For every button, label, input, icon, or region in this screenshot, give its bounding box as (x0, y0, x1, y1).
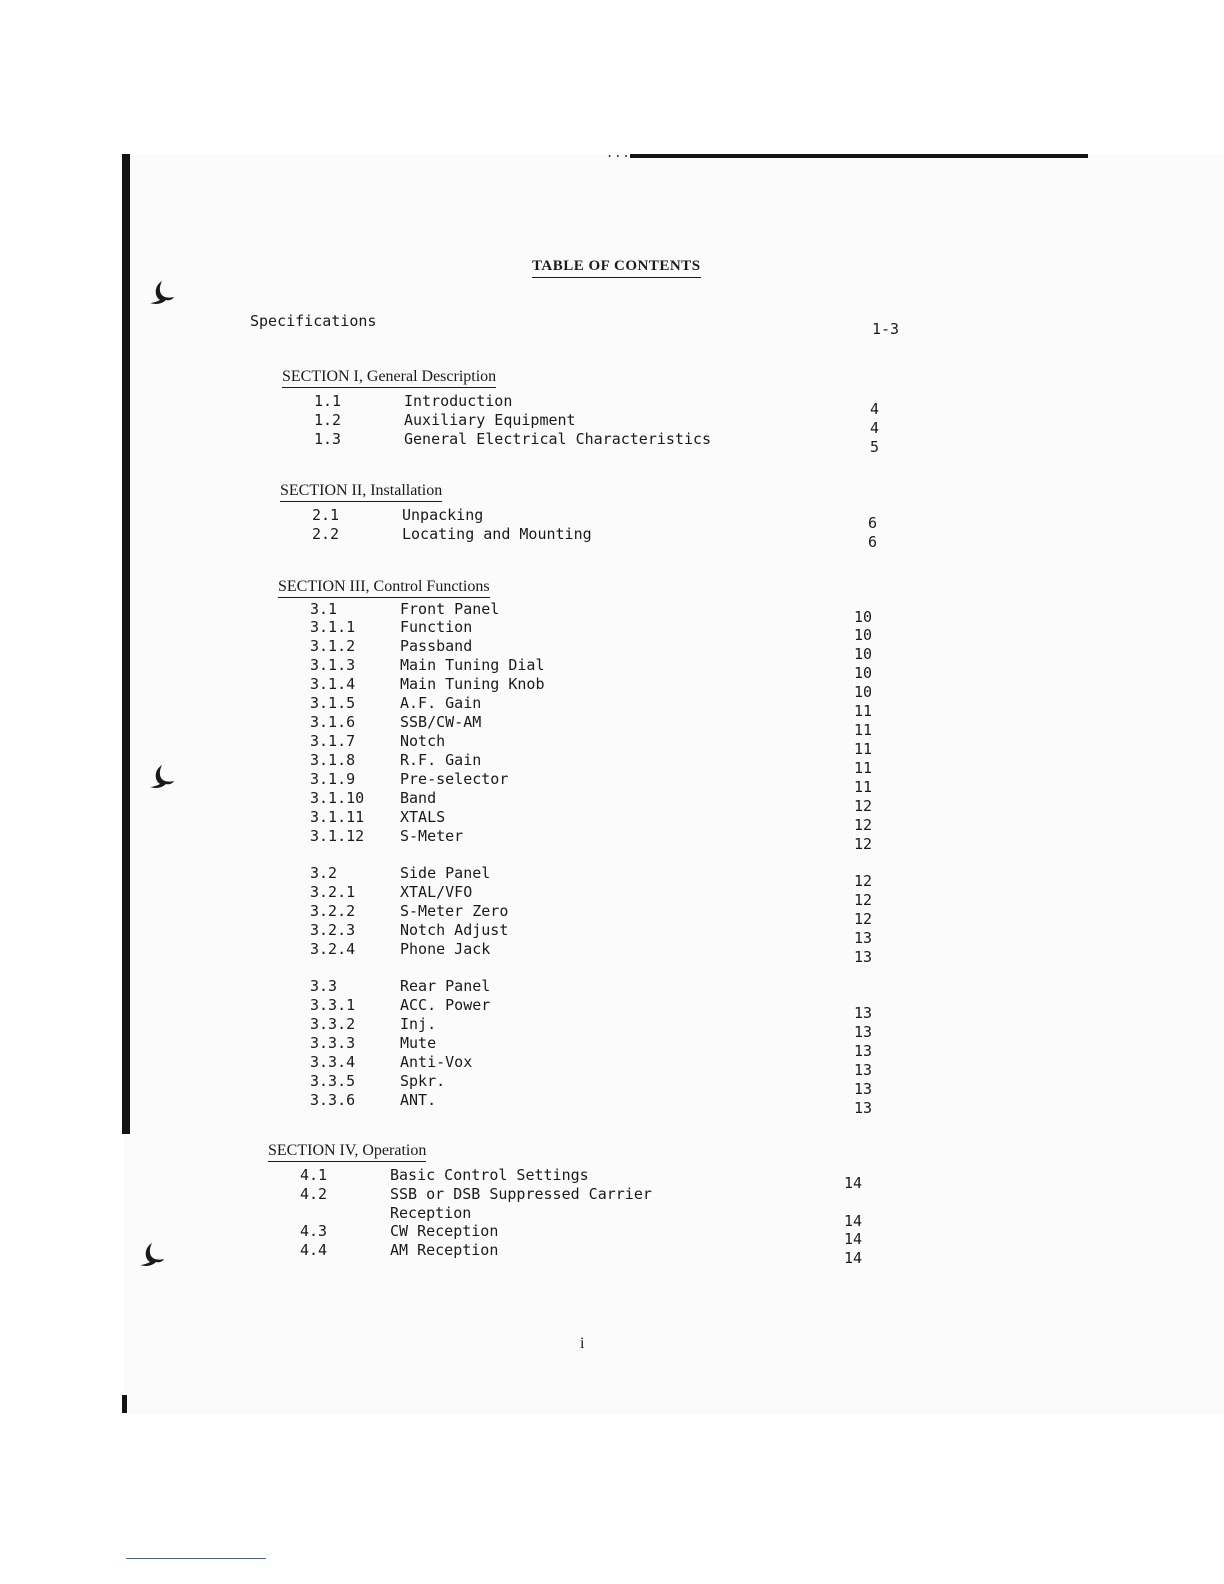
entry-number: 3.1.10 (310, 789, 365, 807)
entry-title: Phone Jack (400, 940, 491, 958)
entry-title: Spkr. (400, 1072, 446, 1090)
entry-number: 4.2 (300, 1185, 328, 1203)
margin-bird-icon (136, 1240, 166, 1270)
entry-title: XTAL/VFO (400, 883, 473, 901)
entry-number: 3.3.6 (310, 1091, 356, 1109)
margin-bird-icon (146, 278, 176, 308)
entry-page: 11 (854, 778, 873, 796)
entry-title: A.F. Gain (400, 694, 482, 712)
entry-number: 3.3.4 (310, 1053, 356, 1071)
entry-title: Introduction (404, 392, 513, 410)
entry-page: 13 (854, 1042, 873, 1060)
binding-edge-bar (122, 154, 130, 1134)
entry-number: 3.2.2 (310, 902, 356, 920)
entry-number: 2.1 (312, 506, 340, 524)
entry-page: 10 (854, 626, 873, 644)
entry-title: Notch Adjust (400, 921, 509, 939)
entry-page: 12 (854, 910, 873, 928)
entry-title: Passband (400, 637, 473, 655)
entry-number: 3.2 (310, 864, 338, 882)
entry-page: 12 (854, 891, 873, 909)
entry-title: Main Tuning Dial (400, 656, 545, 674)
entry-page: 5 (870, 438, 880, 456)
entry-number: 3.1 (310, 600, 338, 618)
specifications-page: 1-3 (872, 320, 900, 338)
binding-edge-mark (122, 1395, 127, 1413)
section-heading: SECTION IV, Operation (268, 1142, 426, 1162)
entry-number: 2.2 (312, 525, 340, 543)
entry-number: 3.2.4 (310, 940, 356, 958)
entry-title: General Electrical Characteristics (404, 430, 712, 448)
entry-page: 13 (854, 1080, 873, 1098)
entry-number: 3.3 (310, 977, 338, 995)
entry-page: 13 (854, 1023, 873, 1041)
entry-page: 13 (854, 929, 873, 947)
entry-title: AM Reception (390, 1241, 499, 1259)
entry-page: 13 (854, 1004, 873, 1022)
entry-number: 3.2.1 (310, 883, 356, 901)
entry-title: XTALS (400, 808, 446, 826)
entry-number: 3.1.7 (310, 732, 356, 750)
entry-page: 13 (854, 948, 873, 966)
entry-page: 12 (854, 797, 873, 815)
entry-page: 10 (854, 664, 873, 682)
page-number: i (580, 1335, 585, 1352)
entry-number: 3.1.4 (310, 675, 356, 693)
entry-title: CW Reception (390, 1222, 499, 1240)
entry-number: 3.2.3 (310, 921, 356, 939)
entry-title: S-Meter Zero (400, 902, 509, 920)
entry-page: 11 (854, 740, 873, 758)
entry-title: Mute (400, 1034, 437, 1052)
entry-number: 4.1 (300, 1166, 328, 1184)
entry-page: 13 (854, 1099, 873, 1117)
entry-number: 3.1.12 (310, 827, 365, 845)
entry-page: 10 (854, 608, 873, 626)
section-heading: SECTION II, Installation (280, 482, 442, 502)
entry-page: 14 (844, 1212, 863, 1230)
entry-number: 1.3 (314, 430, 342, 448)
entry-number: 1.1 (314, 392, 342, 410)
entry-page: 6 (868, 514, 878, 532)
entry-number: 3.1.5 (310, 694, 356, 712)
entry-page: 4 (870, 419, 880, 437)
margin-bird-icon (146, 762, 176, 792)
entry-title: Locating and Mounting (402, 525, 592, 543)
section-heading: SECTION I, General Description (282, 368, 496, 388)
entry-number: 3.3.2 (310, 1015, 356, 1033)
entry-number: 3.1.1 (310, 618, 356, 636)
page-scan-background (124, 155, 1224, 1415)
entry-page: 13 (854, 1061, 873, 1079)
entry-number: 4.4 (300, 1241, 328, 1259)
entry-number: 3.1.9 (310, 770, 356, 788)
entry-title: ANT. (400, 1091, 437, 1109)
entry-title: Band (400, 789, 437, 807)
entry-title: Side Panel (400, 864, 491, 882)
entry-page: 14 (844, 1249, 863, 1267)
entry-number: 3.1.6 (310, 713, 356, 731)
entry-title: Front Panel (400, 600, 500, 618)
entry-title: Rear Panel (400, 977, 491, 995)
entry-number: 3.1.2 (310, 637, 356, 655)
entry-title: R.F. Gain (400, 751, 482, 769)
entry-title: S-Meter (400, 827, 464, 845)
entry-title: ACC. Power (400, 996, 491, 1014)
entry-number: 3.3.5 (310, 1072, 356, 1090)
entry-page: 12 (854, 835, 873, 853)
entry-page: 10 (854, 683, 873, 701)
section-heading: SECTION III, Control Functions (278, 578, 490, 598)
entry-number: 3.3.3 (310, 1034, 356, 1052)
entry-page: 11 (854, 721, 873, 739)
entry-title: Reception (390, 1204, 472, 1222)
entry-number: 1.2 (314, 411, 342, 429)
header-dots: ... (606, 146, 631, 160)
entry-title: Unpacking (402, 506, 484, 524)
page-title: TABLE OF CONTENTS (532, 258, 701, 278)
entry-page: 6 (868, 533, 878, 551)
specifications-label: Specifications (250, 312, 377, 330)
header-rule (630, 154, 1088, 158)
entry-page: 14 (844, 1174, 863, 1192)
entry-title: SSB/CW-AM (400, 713, 482, 731)
entry-page: 11 (854, 759, 873, 777)
entry-number: 3.1.3 (310, 656, 356, 674)
entry-page: 12 (854, 872, 873, 890)
entry-title: Inj. (400, 1015, 437, 1033)
entry-title: SSB or DSB Suppressed Carrier (390, 1185, 652, 1203)
entry-title: Pre-selector (400, 770, 509, 788)
entry-title: Main Tuning Knob (400, 675, 545, 693)
entry-title: Auxiliary Equipment (404, 411, 576, 429)
entry-page: 4 (870, 400, 880, 418)
entry-title: Anti-Vox (400, 1053, 473, 1071)
entry-number: 3.3.1 (310, 996, 356, 1014)
entry-number: 3.1.8 (310, 751, 356, 769)
entry-page: 10 (854, 645, 873, 663)
entry-title: Function (400, 618, 473, 636)
entry-title: Notch (400, 732, 446, 750)
entry-page: 11 (854, 702, 873, 720)
entry-page: 12 (854, 816, 873, 834)
entry-page: 14 (844, 1230, 863, 1248)
entry-title: Basic Control Settings (390, 1166, 589, 1184)
entry-number: 3.1.11 (310, 808, 365, 826)
bottom-underline (126, 1558, 266, 1559)
entry-number: 4.3 (300, 1222, 328, 1240)
